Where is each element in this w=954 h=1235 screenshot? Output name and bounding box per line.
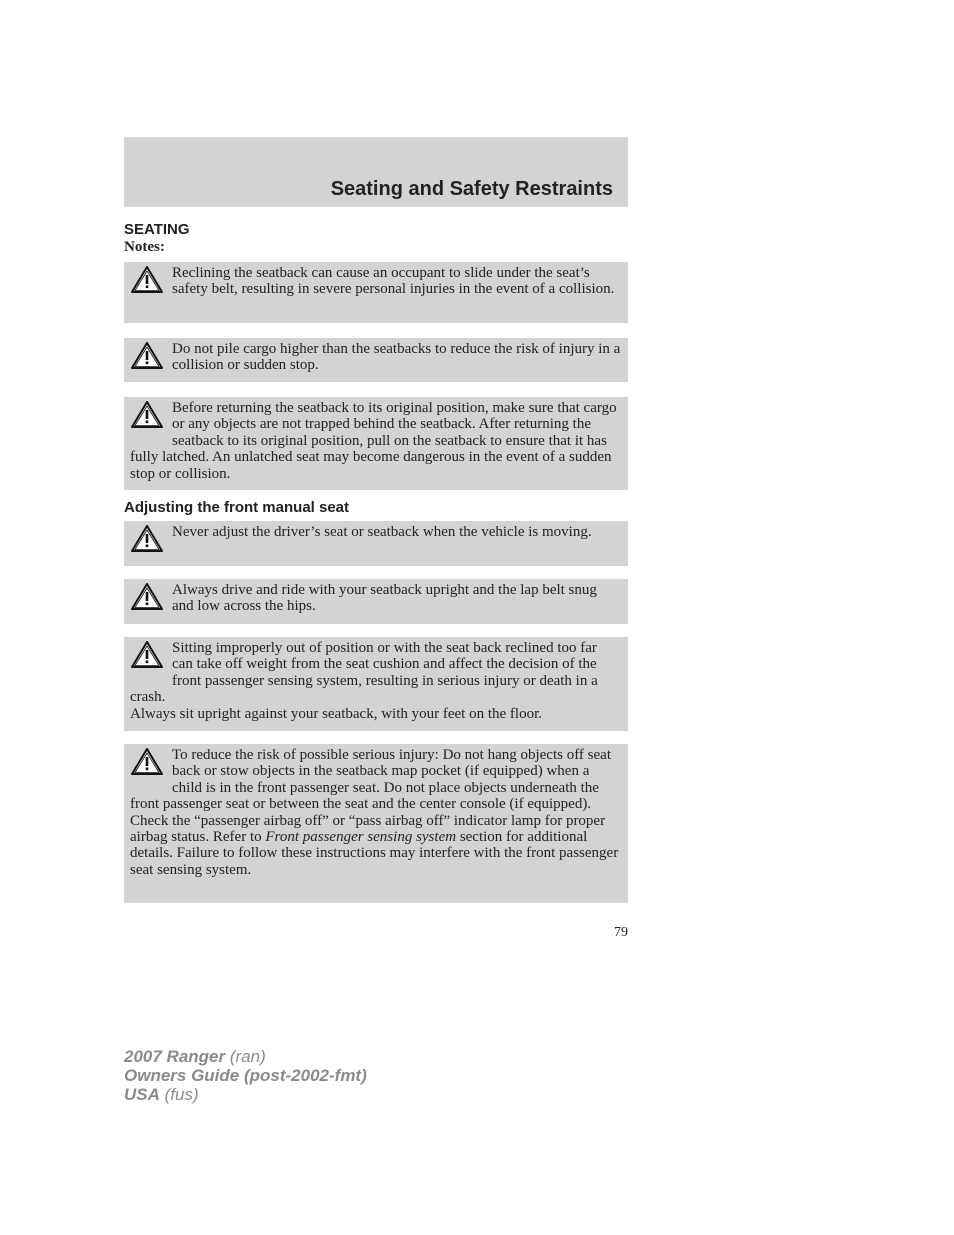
footer-line bbox=[124, 1047, 367, 1066]
warning-triangle-icon bbox=[130, 524, 166, 556]
warning-triangle-icon bbox=[130, 747, 166, 779]
footer-market-code: (fus) bbox=[164, 1085, 199, 1104]
warning-text-part: section for additional details. Failure to follow these instructions may interfere with the front passenger seat sensing system. bbox=[130, 829, 619, 878]
warning-box bbox=[124, 262, 628, 323]
subsection-heading: Adjusting the front manual seat bbox=[124, 499, 350, 516]
warning-box bbox=[124, 338, 628, 382]
footer-model-code: (ran) bbox=[229, 1047, 266, 1066]
page-number: 79 bbox=[614, 925, 628, 940]
section-heading-seating: SEATING bbox=[124, 221, 190, 238]
warning-box bbox=[124, 579, 628, 624]
warning-triangle-icon bbox=[130, 582, 166, 614]
document-footer bbox=[124, 1047, 367, 1104]
warning-text: Sitting improperly out of position or with the seat back reclined too far can take off weight from the seat cushion and affect the decision of the front passenger sensing system, resulting in serious injury or death in a crash. bbox=[130, 640, 598, 706]
warning-box bbox=[124, 637, 628, 731]
footer-model: 2007 Ranger bbox=[124, 1047, 226, 1066]
warning-text: Never adjust the driver’s seat or seatback when the vehicle is moving. bbox=[172, 524, 592, 540]
warning-box bbox=[124, 397, 628, 490]
warning-triangle-icon bbox=[130, 640, 166, 672]
footer-line bbox=[124, 1066, 367, 1085]
warning-text: Always drive and ride with your seatback upright and the lap belt snug and low across the hips. bbox=[172, 582, 597, 615]
warning-triangle-icon bbox=[130, 265, 166, 297]
notes-label: Notes: bbox=[124, 239, 165, 255]
warning-text: Do not pile cargo higher than the seatbacks to reduce the risk of injury in a collision or sudden stop. bbox=[172, 341, 621, 374]
footer-guide: Owners Guide (post-2002-fmt) bbox=[124, 1066, 367, 1085]
warning-text-secondary: Always sit upright against your seatback, with your feet on the floor. bbox=[130, 705, 542, 722]
warning-box bbox=[124, 744, 628, 903]
header-band bbox=[124, 137, 628, 207]
footer-line bbox=[124, 1085, 367, 1104]
warning-triangle-icon bbox=[130, 400, 166, 432]
warning-box bbox=[124, 521, 628, 566]
warning-text-part: To reduce the risk of possible serious injury: Do not hang objects off seat back or stow objects in the seatback map pocket (if equipped) when a child is in the front passenger seat. Do not place objects underneath the front passenger seat or between the seat and the center console (if equipped). Check the “passenger airbag off” or “pass airbag off” indicator lamp for proper airbag status. Refer to bbox=[130, 747, 611, 846]
cross-reference-link: Front passenger sensing system bbox=[265, 829, 457, 846]
footer-market: USA bbox=[124, 1085, 160, 1104]
warning-text: Reclining the seatback can cause an occupant to slide under the seat’s safety belt, resulting in severe personal injuries in the event of a collision. bbox=[172, 265, 615, 298]
page-section-title: Seating and Safety Restraints bbox=[330, 178, 613, 200]
warning-text bbox=[130, 747, 621, 878]
warning-triangle-icon bbox=[130, 341, 166, 373]
warning-text: Before returning the seatback to its original position, make sure that cargo or any objects are not trapped behind the seatback. After returning the seatback to its original position, pull on the seatback to ensure that it has fully latched. An unlatched seat may become dangerous in the event of a sudden stop or collision. bbox=[130, 400, 617, 482]
